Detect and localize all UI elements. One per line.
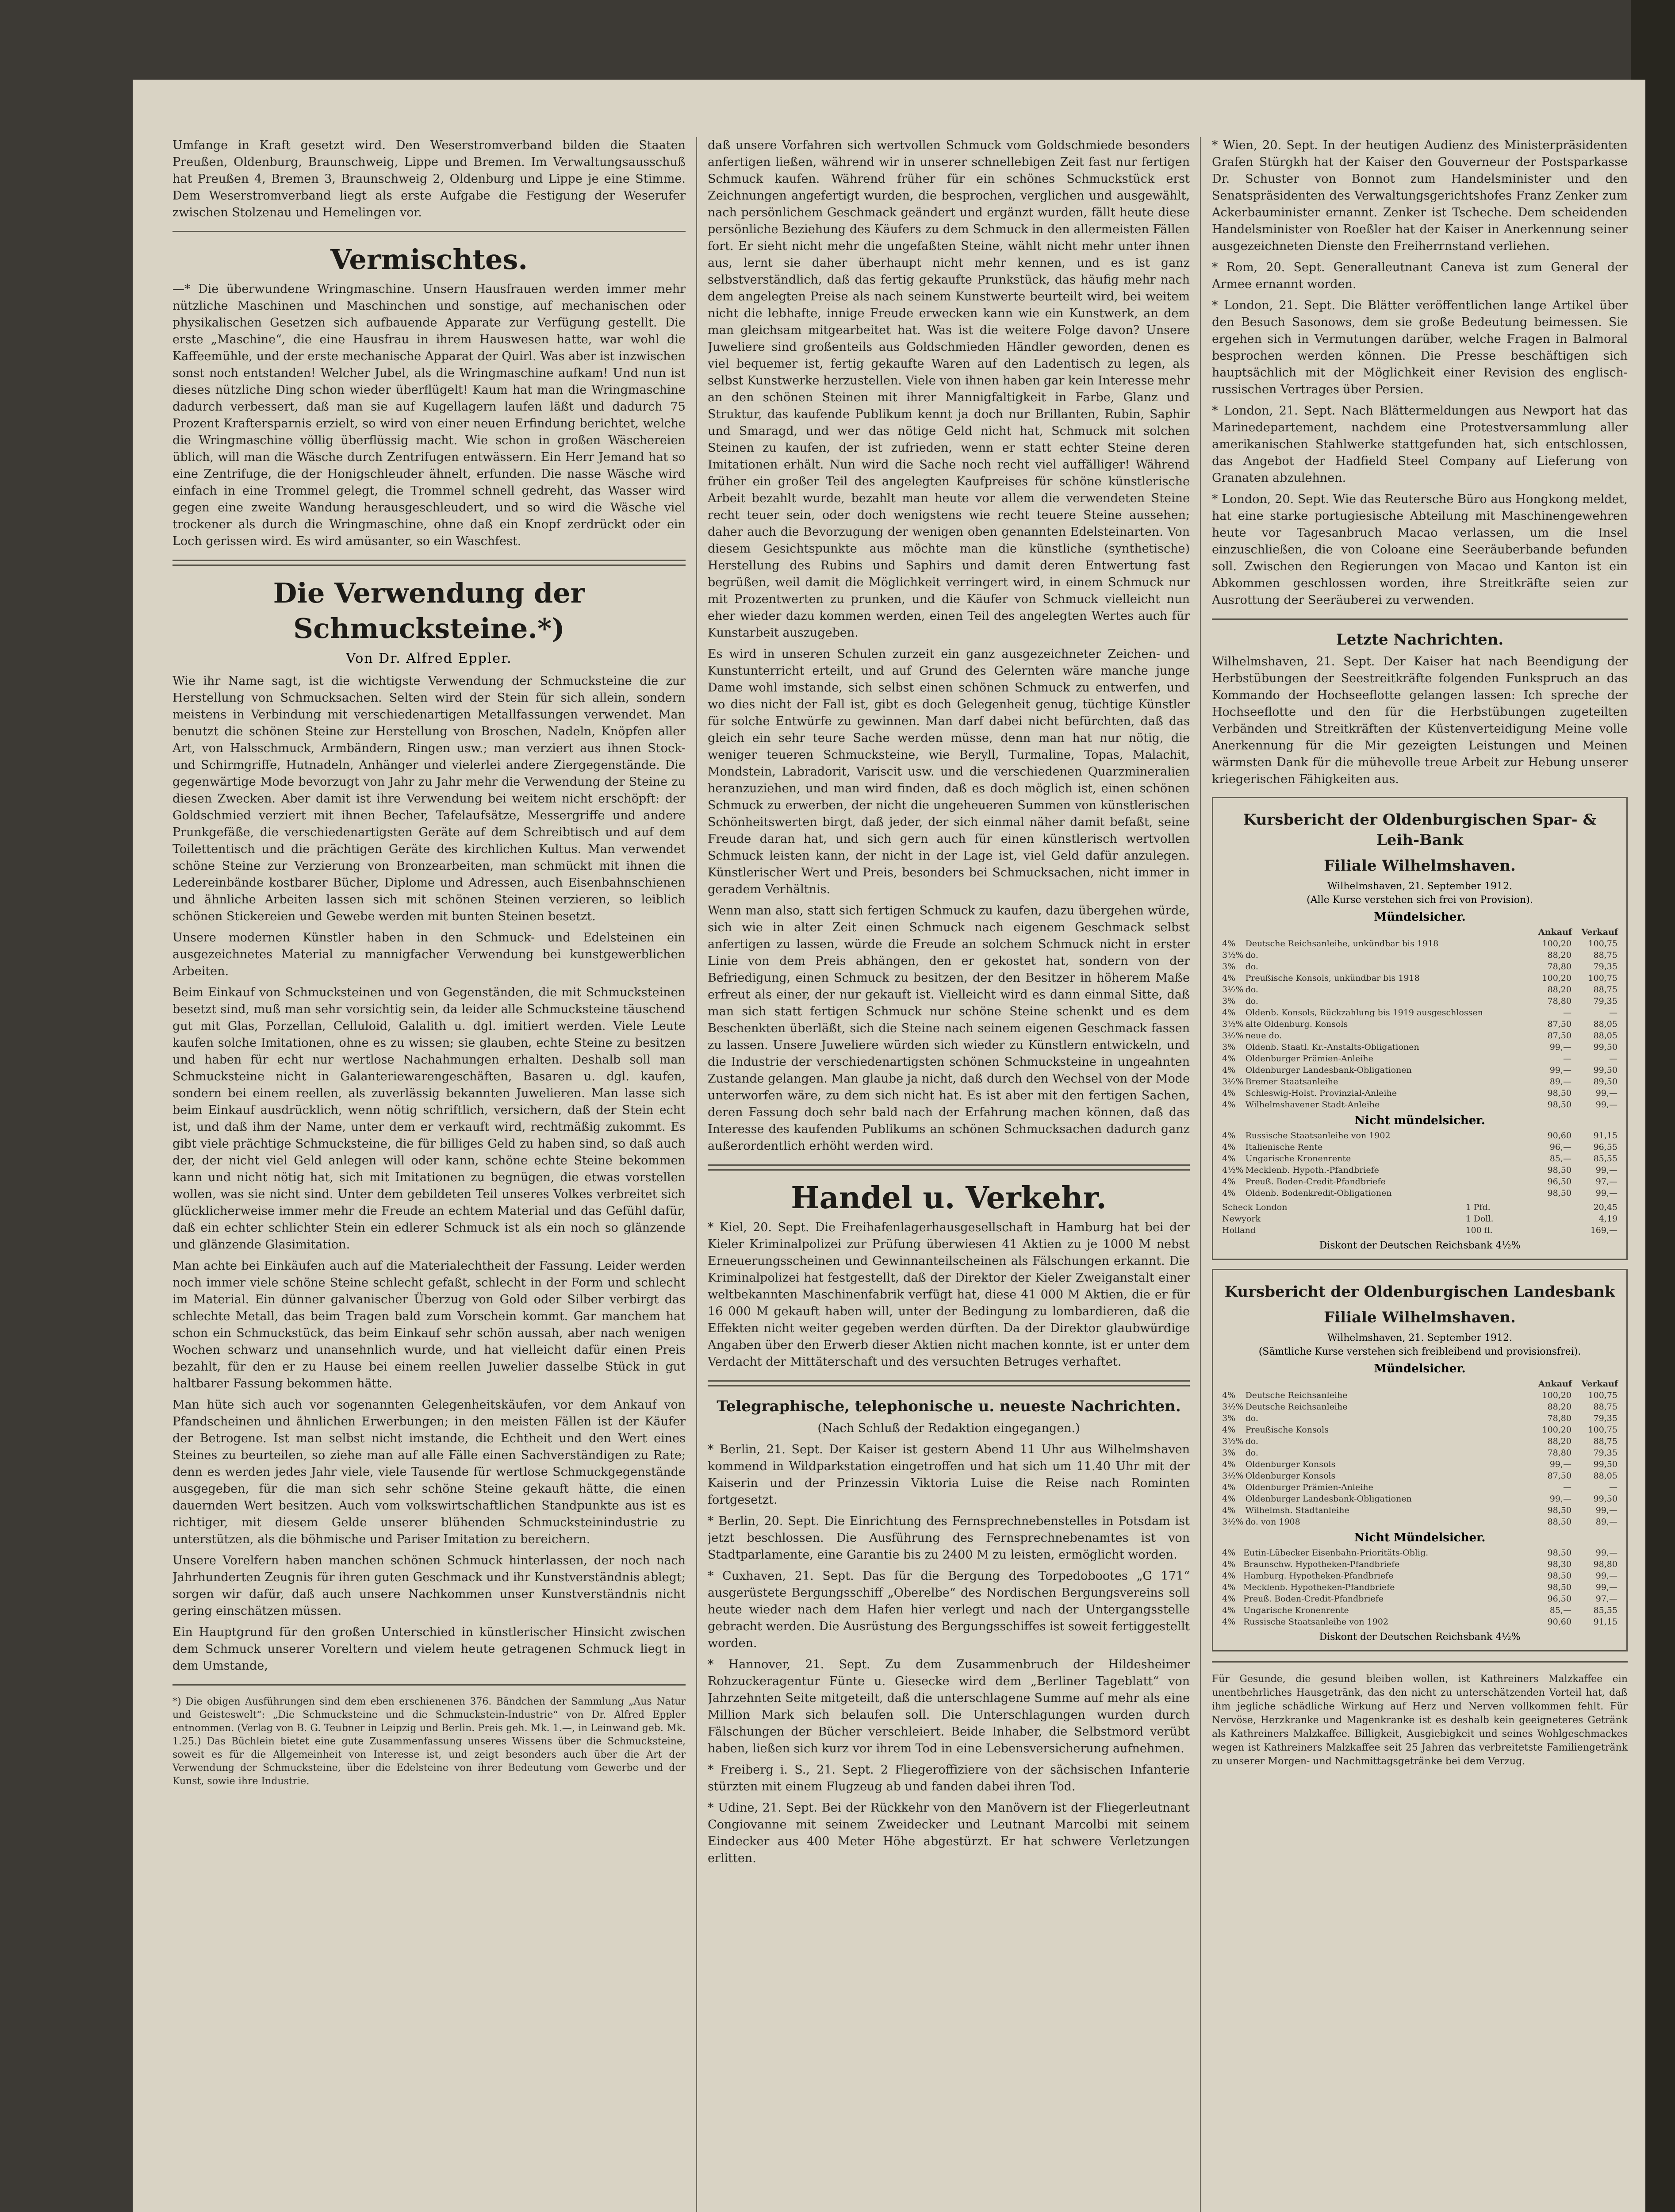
section-divider <box>172 231 686 232</box>
security-name: Oldenb. Bodenkredit-Obligationen <box>1245 1188 1392 1198</box>
verkauf-value: 79,35 <box>1593 962 1618 972</box>
schmuck-paragraph: Wie ihr Name sagt, ist die wichtigste Verwendung der Schmucksteine die zur Herstellung von Schmucksachen. Selten wird der Stein für sich allein, sondern meistens in Verbindung mit verschiedenartigen Metallfassungen verwendet. Man benutzt die schönen Steine zur Herstellung von Broschen, Nadeln, Knöpfen aller Art, von Halsschmuck, Armbändern, Ringen usw.; man verziert aus ihnen Stock- und Schirmgriffe, Hutnadeln, Anhänger und vielerlei andere Ziergegenstände. Die gegenwärtige Mode bevorzugt von Jahr zu Jahr mehr die Verwendung der Steine zu diesen Zwecken. Aber damit ist ihre Verwendung bei weitem nicht erschöpft: der Goldschmied verziert mit ihnen Becher, Tafelaufsätze, Messergriffe und andere Prunkgefäße, die verschiedenartigsten Geräte auf dem Schreibtisch und auf dem Toilettentisch und die prächtigen Geräte des kirchlichen Kultus. Man verwendet schöne Steine zur Verzierung von Bronzearbeiten, man schmückt mit ihnen die Ledereinbände kostbarer Bücher, Diplome und Adressen, auch Eisenbahnschienen und ähnliche Arbeiten lassen sich mit schönen Steinen verzieren, so leiblich schönen Stickereien und Gewebe werden mit bunten Steinen besetzt. <box>172 674 686 923</box>
rate-row <box>1221 984 1618 995</box>
ankauf-value: 96,50 <box>1547 1594 1572 1604</box>
security-name: Oldenburger Prämien-Anleihe <box>1245 1482 1373 1492</box>
rate-row <box>1221 1436 1618 1447</box>
news-item: * Wien, 20. Sept. In der heutigen Audienz des Ministerpräsidenten Grafen Stürgkh hat der Kaiser den Gouverneur der Postsparkasse Dr. Schuster von Bonnot zum Handelsminister und den Senatspräsidenten des Verwaltungsgerichtshofes Franz Zenker zum Ackerbauminister ernannt. Zenker ist Tscheche. Dem scheidenden Handelsminister von Roeßler hat der Kaiser in Anerkennung seiner ausgezeichneten Dienste den Freiherrnstand verliehen. <box>1212 138 1628 253</box>
rate-row <box>1221 1516 1618 1528</box>
security-name: Wilhelmshavener Stadt-Anleihe <box>1245 1100 1380 1110</box>
verkauf-value: — <box>1609 1482 1618 1492</box>
kurs1-note: (Alle Kurse verstehen sich frei von Provision). <box>1307 895 1533 906</box>
wechsel-value: 20,45 <box>1593 1202 1618 1212</box>
ankauf-value: 100,20 <box>1542 1390 1572 1400</box>
news-item: * London, 20. Sept. Wie das Reutersche Büro aus Hongkong meldet, hat eine starke portugiesische Abteilung mit Maschinengewehren heute vor Tagesanbruch Macao verlassen, um die Insel einzuschließen, die von Coloane eine Seeräuberbande befunden soll. Zwischen den Regierungen von Macao und Kanton ist ein Abkommen geschlossen worden, ihre Streitkräfte seien zur Ausrottung der Seeräuberei zu verwenden. <box>1212 492 1628 607</box>
rate-percent: 3½% <box>1222 950 1244 960</box>
rate-percent: 4% <box>1222 1188 1236 1198</box>
security-name: Eutin-Lübecker Eisenbahn-Prioritäts-Oblig. <box>1243 1548 1429 1558</box>
ankauf-value: 98,50 <box>1547 1582 1572 1592</box>
rate-row <box>1221 1447 1618 1459</box>
rate-row <box>1221 1053 1618 1064</box>
rate-row <box>1221 1164 1618 1176</box>
verkauf-value: 99,— <box>1595 1548 1618 1558</box>
verkauf-value: 99,50 <box>1593 1494 1618 1504</box>
ankauf-value: 98,50 <box>1547 1548 1572 1558</box>
verkauf-value: 88,75 <box>1593 1402 1618 1412</box>
kurs2-subtitle: Filiale Wilhelmshaven. <box>1324 1309 1516 1326</box>
security-name: Ungarische Kronenrente <box>1243 1605 1349 1615</box>
rate-percent: 4½% <box>1222 1165 1244 1175</box>
verkauf-value: 99,— <box>1595 1100 1618 1110</box>
security-name: do. <box>1245 985 1258 995</box>
wechsel-value: 4,19 <box>1598 1214 1618 1224</box>
ankauf-value: 96,— <box>1549 1142 1572 1152</box>
security-name: Oldenburger Prämien-Anleihe <box>1245 1054 1373 1064</box>
security-name: Ungarische Kronenrente <box>1245 1154 1351 1164</box>
kurs2-table <box>1221 1378 1618 1528</box>
col-verkauf: Verkauf <box>1581 1379 1618 1389</box>
ankauf-value: 78,80 <box>1547 962 1572 972</box>
letzte-article: Wilhelmshaven, 21. Sept. Der Kaiser hat nach Beendigung der Herbstübungen der Seestreitkräfte folgenden Funkspruch an das Kommando der Hochseeflotte gelangen lassen: Ich spreche der Hochseeflotte und den für die Herbstübungen zugeteilten Verbänden und Streitkräften der Küstenverteidigung Meine volle Anerkennung für die Mir gezeigten Leistungen und Meinen wärmsten Dank für die mühevolle treue Arbeit zur Hebung unserer kriegerischen Fähigkeiten aus. <box>1212 655 1628 786</box>
rate-percent: 4% <box>1222 1548 1236 1558</box>
security-name: do. <box>1245 962 1258 972</box>
kurs1-table-2 <box>1221 1130 1618 1199</box>
rate-row <box>1221 972 1618 984</box>
kursbericht-landesbank <box>1212 1269 1628 1651</box>
verkauf-value: 79,35 <box>1593 1413 1618 1423</box>
verkauf-value: 99,— <box>1595 1165 1618 1175</box>
rate-percent: 3½% <box>1222 1402 1244 1412</box>
verkauf-value: 100,75 <box>1588 1390 1618 1400</box>
kurs1-date: Wilhelmshaven, 21. September 1912. <box>1327 881 1513 892</box>
ankauf-value: 88,20 <box>1547 1402 1572 1412</box>
verkauf-value: 99,— <box>1595 1088 1618 1098</box>
rate-row <box>1221 1030 1618 1041</box>
security-name: alte Oldenburg. Konsols <box>1245 1019 1348 1029</box>
kurs2-date: Wilhelmshaven, 21. September 1912. <box>1327 1333 1513 1344</box>
rate-percent: 4% <box>1222 1008 1236 1018</box>
wringmaschine-article: —* Die überwundene Wringmaschine. Unsern Hausfrauen werden immer mehr nützliche Maschinen und Maschinchen und sonstige, auf mechanischen oder physikalischen Gesetzen sich aufbauende Apparate zur Verfügung gestellt. Die erste „Maschine“, die eine Hausfrau in ihrem Hauswesen hatte, war wohl die Kaffeemühle, und der erste mechanische Apparat der Quirl. Was aber ist inzwischen sonst noch entstanden! Welcher Jubel, als die Wringmaschine aufkam! Und nun ist dieses nützliche Ding schon wieder überflügelt! Kaum hat man die Wringmaschine dadurch verbessert, daß man sie auf Kugellagern laufen läßt und dadurch 75 Prozent Kraftersparnis erzielt, so wird von einer neuen Erfindung berichtet, welche die Wringmaschine völlig überflüssig macht. Wie schon in großen Wäschereien üblich, will man die Wäsche durch Zentrifugen entwässern. Ein Herr Jemand hat so eine Zentrifuge, die der Honigschleuder ähnelt, erfunden. Die nasse Wäsche wird einfach in eine Trommel gelegt, die Trommel schnell gedreht, das Wasser wird gegen eine zweite Wandung herausgeschleudert, und so wird die Wäsche viel trockener als durch die Wringmaschine, ohne daß ein Knopf zerdrückt oder ein Loch gerissen wird. Es wird amüsanter, so ein Waschfest. <box>172 282 686 548</box>
kurs2-title: Kursbericht der Oldenburgischen Landesbank <box>1224 1283 1615 1301</box>
news-item: * Rom, 20. Sept. Generalleutnant Caneva ist zum General der Armee ernannt worden. <box>1212 261 1628 291</box>
kurs1-subtitle: Filiale Wilhelmshaven. <box>1324 857 1516 875</box>
verkauf-value: 99,— <box>1595 1582 1618 1592</box>
kurs1-diskont: Diskont der Deutschen Reichsbank 4½% <box>1319 1240 1521 1251</box>
security-name: Oldenburger Landesbank-Obligationen <box>1245 1494 1412 1504</box>
rate-percent: 4% <box>1222 1505 1236 1515</box>
ankauf-value: 78,80 <box>1547 1413 1572 1423</box>
handel-article: * Kiel, 20. Sept. Die Freihafenlagerhausgesellschaft in Hamburg hat bei der Kieler Kriminalpolizei zur Prüfung überwiesen 41 Aktien zu je 1000 M nebst Erneuerungsscheinen und Gewinnanteilscheinen als Fälschungen erkannt. Die Kriminalpolizei hat festgestellt, daß der Direktor der Kieler Zweiganstalt einer weltbekannten Maschinenfabrik verfügt hat, diese 41 000 M Aktien, die er für 16 000 M gekauft haben will, unter der Bedingung zu lombardieren, daß die Effekten nicht weiter gegeben werden dürften. Da der Direktor glaubwürdige Angaben über den Erwerb dieser Aktien nicht machen konnte, ist er unter dem Verdacht der Mittäterschaft und des versuchten Betruges verhaftet. <box>708 1221 1190 1369</box>
wechsel-unit: 100 fl. <box>1465 1225 1493 1235</box>
ankauf-value: 96,50 <box>1547 1177 1572 1187</box>
verkauf-value: 91,15 <box>1593 1131 1618 1141</box>
ankauf-value: 85,— <box>1549 1605 1572 1615</box>
verkauf-value: 99,— <box>1595 1571 1618 1581</box>
security-name: Oldenburger Landesbank-Obligationen <box>1245 1065 1412 1075</box>
rate-row <box>1221 1099 1618 1110</box>
verkauf-value: 79,35 <box>1593 996 1618 1006</box>
rate-row <box>1221 1547 1618 1559</box>
wechsel-row <box>1221 1202 1618 1213</box>
rate-row <box>1221 1076 1618 1087</box>
section-divider <box>1212 1661 1628 1663</box>
rate-percent: 4% <box>1222 1131 1236 1141</box>
rate-percent: 3% <box>1222 1448 1236 1458</box>
ankauf-value: 100,20 <box>1542 1425 1572 1435</box>
security-name: Preuß. Boden-Credit-Pfandbriefe <box>1243 1594 1384 1604</box>
telegraph-heading: Telegraphische, telephonische u. neueste Nachrichten. <box>717 1398 1181 1415</box>
ankauf-value: 78,80 <box>1547 1448 1572 1458</box>
verkauf-value: 97,— <box>1595 1177 1618 1187</box>
section-divider <box>708 1164 1190 1171</box>
rate-percent: 4% <box>1222 1605 1236 1615</box>
rate-percent: 4% <box>1222 1459 1236 1469</box>
ankauf-value: 98,50 <box>1547 1165 1572 1175</box>
verkauf-value: 91,15 <box>1593 1617 1618 1627</box>
security-name: do. <box>1245 1448 1258 1458</box>
rate-row <box>1221 1593 1618 1605</box>
wechsel-unit: 1 Pfd. <box>1465 1202 1491 1212</box>
security-name: Wilhelmsh. Stadtanleihe <box>1245 1505 1349 1515</box>
rate-row <box>1221 1401 1618 1413</box>
verkauf-value: 89,— <box>1595 1517 1618 1527</box>
rate-row <box>1221 1605 1618 1616</box>
ankauf-value: 78,80 <box>1547 996 1572 1006</box>
ankauf-value: 98,50 <box>1547 1505 1572 1515</box>
ankauf-value: 90,60 <box>1547 1131 1572 1141</box>
kurs2-note: (Sämtliche Kurse verstehen sich freibleibend und provisionsfrei). <box>1258 1346 1581 1357</box>
rate-percent: 4% <box>1222 1088 1236 1098</box>
col-ankauf: Ankauf <box>1538 927 1572 937</box>
wechsel-unit: 1 Doll. <box>1465 1214 1494 1224</box>
rate-percent: 4% <box>1222 1571 1236 1581</box>
rate-percent: 4% <box>1222 1100 1236 1110</box>
rate-percent: 4% <box>1222 1425 1236 1435</box>
security-name: do. <box>1245 1436 1258 1446</box>
ankauf-value: 100,20 <box>1542 973 1572 983</box>
rate-row <box>1221 1187 1618 1199</box>
security-name: Italienische Rente <box>1245 1142 1323 1152</box>
rate-row <box>1221 1482 1618 1493</box>
security-name: do. <box>1245 950 1258 960</box>
wechsel-value: 169,— <box>1590 1225 1618 1235</box>
ankauf-value: 98,50 <box>1547 1188 1572 1198</box>
kurs2-diskont: Diskont der Deutschen Reichsbank 4½% <box>1319 1632 1521 1643</box>
ankauf-value: 85,— <box>1549 1154 1572 1164</box>
rate-row <box>1221 1582 1618 1593</box>
verkauf-value: 88,75 <box>1593 985 1618 995</box>
rate-row <box>1221 1505 1618 1516</box>
wechsel-row <box>1221 1213 1618 1225</box>
telegraph-item: * Berlin, 21. Sept. Der Kaiser ist gestern Abend 11 Uhr aus Wilhelmshaven kommend in Wildparkstation eingetroffen und hat sich um 11.40 Uhr mit der Kaiserin und der Prinzessin Viktoria Luise die Reise nach Rominten fortgesetzt. <box>708 1443 1190 1507</box>
rate-percent: 3½% <box>1222 1077 1244 1087</box>
schmuck-continuation: Es wird in unseren Schulen zurzeit ein ganz ausgezeichneter Zeichen- und Kunstunterricht erteilt, und auf Grund des Gelernten wäre manche junge Dame wohl imstande, sich selbst einen schönen Schmuck zu entwerfen, und wo dies nicht der Fall ist, gibt es doch Gelegenheit genug, tüchtige Künstler für solche Entwürfe zu gewinnen. Man darf dabei nicht befürchten, daß das gleich ein sehr teure Sache werden müsse, denn man hat nur nötig, die weniger teueren Schmucksteine, wie Beryll, Turmaline, Topas, Malachit, Mondstein, Labradorit, Variscit usw. und die verschiedenen Quarzmineralien heranzuziehen, und man wird finden, daß es doch möglich ist, einen schönen Schmuck zu erwerben, der nicht die ungeheueren Summen von künstlerischen Schönheitswerten birgt, daß jeder, der sich einmal näher damit befaßt, seine Freude daran hat, und sich gern auch für einen künstlerisch wertvollen Schmuck leisten kann, der nicht in der Lage ist, viel Geld dafür anzulegen. Künstlerischer Wert und Preis, besonders bei Schmucksachen, nicht immer in geradem Verhältnis. <box>708 647 1190 896</box>
security-name: Oldenb. Konsols, Rückzahlung bis 1919 ausgeschlossen <box>1245 1008 1483 1018</box>
security-name: Schleswig-Holst. Provinzial-Anleihe <box>1245 1088 1397 1098</box>
ankauf-value: 87,50 <box>1547 1471 1572 1481</box>
rate-row <box>1221 995 1618 1007</box>
rate-row <box>1221 1130 1618 1141</box>
wechsel-place: Newyork <box>1222 1214 1261 1224</box>
rate-percent: 4% <box>1222 1154 1236 1164</box>
ankauf-value: 88,20 <box>1547 985 1572 995</box>
ankauf-value: 99,— <box>1549 1459 1572 1469</box>
rate-percent: 3½% <box>1222 1436 1244 1446</box>
security-name: do. <box>1245 1413 1258 1423</box>
rate-row <box>1221 1018 1618 1030</box>
security-name: Deutsche Reichsanleihe <box>1245 1402 1348 1412</box>
schmuck-paragraph: Man achte bei Einkäufen auch auf die Materialechtheit der Fassung. Leider werden noch immer viele schöne Steine schlecht gefaßt, schlecht in der Form und schlecht im Material. Ein dünner galvanischer Überzug von Gold oder Silber verbirgt das schlechte Metall, das beim Tragen bald zum Vorschein kommt. Gar manchem hat schon ein Schmuckstück, das beim Einkauf sehr schön aussah, aber nach wenigen Wochen schwarz und unansehnlich wurde, und hat vielleicht dafür einen Preis bezahlt, für den er zu Hause bei einem reellen Juwelier dasselbe Stück in gut haltbarer Fassung bekommen hätte. <box>172 1259 686 1390</box>
security-name: do. von 1908 <box>1245 1517 1300 1527</box>
verkauf-value: 88,75 <box>1593 950 1618 960</box>
rate-percent: 4% <box>1222 973 1236 983</box>
ankauf-value: 87,50 <box>1547 1031 1572 1041</box>
schmuck-paragraph: Beim Einkauf von Schmucksteinen und von Gegenständen, die mit Schmucksteinen besetzt sind, muß man sehr vorsichtig sein, da leider alle Schmucksteine täuschend gut mit Glas, Porzellan, Celluloid, Galalith u. dgl. imitiert werden. Viele Leute kaufen solche Imitationen, ohne es zu wissen; sie glauben, echte Steine zu besitzen und haben für echt nur wertlose Nachahmungen erhalten. Deshalb soll man Schmucksteine nicht in Galanteriewarengeschäften, Basaren u. dgl. kaufen, sondern bei einem reellen, als zuverlässig bekannten Juwelieren. Man lasse sich beim Einkauf ausdrücklich, wenn nötig schriftlich, versichern, daß der Stein echt ist, und daß ihm der Name, unter dem er verkauft wird, rechtmäßig zukommt. Es gibt viele prächtige Schmucksteine, die für billiges Geld zu haben sind, so daß auch der, der nicht viel Geld anlegen will oder kann, schöne echte Steine bekommen kann und nicht nötig hat, sich mit Imitationen zu begnügen, die etwas vorstellen wollen, was sie nicht sind. Unter dem gebildeten Teil unseres Volkes verbreitet sich glücklicherweise immer mehr die Freude an echtem Material und das Gefühl dafür, daß ein echter schlichter Stein ein edlerer Schmuck ist als ein noch so glänzende und glänzende Glasimitation. <box>172 986 686 1252</box>
wechsel-place: Holland <box>1222 1225 1256 1235</box>
kathreiner-ad: Für Gesunde, die gesund bleiben wollen, ist Kathreiners Malzkaffee ein unentbehrliches Hausgetränk, das den nicht zu unterschätzenden Vorteil hat, daß ihm jegliche schädliche Wirkung auf Herz und Nerven vollkommen fehlt. Für Nervöse, Herzkranke und Magenkranke ist es deshalb kein geeigneteres Getränk als Kathreiners Malzkaffee. Billigkeit, Ausgiebigkeit und seines Wohlgeschmackes wegen ist Kathreiners Malzkaffee seit 25 Jahren das verbreitetste Familiengetränk zu unserer Morgen- und Nachmittagsgetränke bei dem Verzug. <box>1212 1674 1628 1767</box>
rate-percent: 3% <box>1222 1042 1236 1052</box>
telegraph-item: * Udine, 21. Sept. Bei der Rückkehr von den Manövern ist der Fliegerleutnant Congiovanne mit seinem Zweidecker und Leutnant Marcolbi mit seinem Eindecker aus 400 Meter Höhe abgestürzt. Er hat schwere Verletzungen erlitten. <box>708 1801 1190 1865</box>
verkauf-value: 88,05 <box>1593 1019 1618 1029</box>
rate-percent: 3% <box>1222 1413 1236 1423</box>
security-name: Mecklenb. Hypoth.-Pfandbriefe <box>1245 1165 1379 1175</box>
ankauf-value: 88,50 <box>1547 1517 1572 1527</box>
verkauf-value: 97,— <box>1595 1594 1618 1604</box>
verkauf-value: 100,75 <box>1588 973 1618 983</box>
schmuck-paragraph: Unsere modernen Künstler haben in den Schmuck- und Edelsteinen ein ausgezeichnetes Material zu mannigfacher Verwendung bei kunstgewerblichen Arbeiten. <box>172 931 686 978</box>
schmuck-byline: Von Dr. Alfred Eppler. <box>346 651 512 666</box>
rate-row <box>1221 1087 1618 1099</box>
kurs1-title: Kursbericht der Oldenburgischen Spar- & Leih-Bank <box>1243 811 1597 849</box>
verkauf-value: 89,50 <box>1593 1077 1618 1087</box>
rate-row <box>1221 1616 1618 1628</box>
col-ankauf: Ankauf <box>1538 1379 1572 1389</box>
verkauf-value: — <box>1609 1054 1618 1064</box>
rate-percent: 4% <box>1222 1582 1236 1592</box>
rate-row <box>1221 949 1618 961</box>
security-name: Braunschw. Hypotheken-Pfandbriefe <box>1243 1559 1400 1569</box>
rate-percent: 4% <box>1222 1482 1236 1492</box>
ankauf-value: 98,30 <box>1547 1559 1572 1569</box>
rate-percent: 4% <box>1222 1559 1236 1569</box>
rate-row <box>1221 1559 1618 1570</box>
kurs2-head-muendelsicher: Mündelsicher. <box>1374 1362 1466 1375</box>
column-3 <box>1212 137 1628 1773</box>
footnote-divider <box>172 1684 686 1686</box>
weser-text: Umfange in Kraft gesetzt wird. Den Weserstromverband bilden die Staaten Preußen, Oldenburg, Braunschweig, Lippe und Bremen. Im Verwaltungsausschuß hat Preußen 4, Bremen 3, Braunschweig 2, Oldenburg und Lippe je eine Stimme. Dem Weserstromverband liegt als erste Aufgabe die Festigung der Weserufer zwischen Stolzenau und Hemelingen vor. <box>172 138 686 219</box>
ankauf-value: 98,50 <box>1547 1571 1572 1581</box>
section-divider <box>1212 618 1628 620</box>
rate-row <box>1221 1141 1618 1153</box>
rate-row <box>1221 1007 1618 1018</box>
security-name: Russische Staatsanleihe von 1902 <box>1245 1131 1391 1141</box>
ankauf-value: 88,20 <box>1547 1436 1572 1446</box>
rate-percent: 4% <box>1222 1390 1236 1400</box>
rate-percent: 3% <box>1222 962 1236 972</box>
rate-percent: 4% <box>1222 1065 1236 1075</box>
column-2 <box>708 137 1190 1871</box>
rate-percent: 3½% <box>1222 1031 1244 1041</box>
schmuck-footnote: *) Die obigen Ausführungen sind dem eben erschienenen 376. Bändchen der Sammlung „Aus Natur und Geisteswelt“: „Die Schmucksteine und die Schmuckstein-Industrie“ von Dr. Alfred Eppler entnommen. (Verlag von B. G. Teubner in Leipzig und Berlin. Preis geh. Mk. 1.—, in Leinwand geb. Mk. 1.25.) Das Büchlein bietet eine gute Zusammenfassung unseres Wissens über die Schmucksteine, soweit es für die Allgemeinheit von Interesse ist, und zeigt besonders auch über die Art der Verwendung der Schmucksteine, über die Edelsteine von ihrer Bedeutung vom Gewerbe und der Kunst, sowie ihre Industrie. <box>172 1696 686 1787</box>
rate-percent: 4% <box>1222 1177 1236 1187</box>
rate-row <box>1221 1413 1618 1424</box>
news-item: * London, 21. Sept. Nach Blättermeldungen aus Newport hat das Marinedepartement, nachdem eine Protestversammlung aller amerikanischen Stahlwerke stattgefunden hat, sich entschlossen, das Angebot der Hadfield Steel Company auf Lieferung von Granaten abzulehnen. <box>1212 404 1628 485</box>
vermischtes-heading: Vermischtes. <box>330 243 528 276</box>
rate-row <box>1221 1390 1618 1401</box>
verkauf-value: 96,55 <box>1593 1142 1618 1152</box>
schmuck-continuation: daß unsere Vorfahren sich wertvollen Schmuck vom Goldschmiede besonders anfertigen ließen, während wir in unserer schnellebigen Zeit fast nur fertigen Schmuck kaufen. Während früher für ein schönes Schmuckstück erst Zeichnungen angefertigt wurden, die besprochen, verglichen und ausgewählt, nach persönlichem Geschmack geändert und ergänzt wurden, fällt heute diese persönliche Beziehung des Käufers zu dem Schmuck in den allermeisten Fällen fort. Er sieht nicht mehr die ungefaßten Steine, wählt nicht mehr unter ihnen aus, lernt sie daher überhaupt nicht mehr kennen, und es ist ganz selbstverständlich, daß das fertig gekaufte Prunkstück, das häufig mehr nach dem angelegten Preise als nach seinem Kunstwerte beurteilt wird, bei weitem nicht die lebhafte, innige Freude erwecken kann wie ein Kunstwerk, an dem man gleichsam mitgearbeitet hat. Was ist die weitere Folge davon? Unsere Juweliere sind großenteils aus Goldschmieden Händler geworden, denen es viel bequemer ist, fertig gekaufte Waren auf den Ladentisch zu legen, als selbst Kunstwerke herzustellen. Viele von ihnen haben gar kein Interesse mehr an den schönen Steinen mit ihrer Mannigfaltigkeit in Farbe, Glanz und Struktur, das kaufende Publikum kennt ja doch nur Brillanten, Rubin, Saphir und Smaragd, und wer das nötige Geld nicht hat, Schmuck mit solchen Steinen zu kaufen, der ist zufrieden, wenn er statt echter Steine deren Imitationen erhält. Nun wird die Sache noch recht viel auffälliger! Während früher ein großer Teil des angelegten Kaufpreises für schöne künstlerische Arbeit bezahlt wurde, bezahlt man heute vor allem die verwendeten Steine recht teuer sein, oder doch wenigstens wie recht teuere Steine aussehen; daher auch die Bevorzugung der wenigen oben genannten Edelsteinarten. Von diesem Gesichtspunkte aus möchte man die künstliche (synthetische) Herstellung des Rubins und Saphirs und damit deren Entwertung fast begrüßen, weil damit die Möglichkeit verringert wird, in einem Schmuck nur mit Prozentwerten zu prunken, und die Käufer von Schmuck vielleicht nun eher wieder dazu kommen werden, einen Teil des angelegten Wertes auch für Kunstarbeit auszugeben. <box>708 138 1190 640</box>
ankauf-value: — <box>1563 1054 1572 1064</box>
kurs1-table <box>1221 926 1618 1110</box>
security-name: do. <box>1245 996 1258 1006</box>
rate-percent: 4% <box>1222 1594 1236 1604</box>
rate-row <box>1221 1041 1618 1053</box>
verkauf-value: 85,55 <box>1593 1605 1618 1615</box>
verkauf-value: 100,75 <box>1588 1425 1618 1435</box>
verkauf-value: 99,50 <box>1593 1459 1618 1469</box>
col-verkauf: Verkauf <box>1581 927 1618 937</box>
wechsel-place: Scheck London <box>1222 1202 1288 1212</box>
verkauf-value: 88,05 <box>1593 1031 1618 1041</box>
schmuck-paragraph: Ein Hauptgrund für den großen Unterschied in künstlerischer Hinsicht zwischen dem Schmuck unserer Voreltern und vielem heute getragenen Schmuck liegt in dem Umstande, <box>172 1625 686 1673</box>
rate-percent: 3% <box>1222 996 1236 1006</box>
rate-percent: 3½% <box>1222 1019 1244 1029</box>
security-name: Deutsche Reichsanleihe, unkündbar bis 1918 <box>1245 939 1439 949</box>
column-1 <box>172 137 686 1798</box>
ankauf-value: 99,— <box>1549 1065 1572 1075</box>
kurs2-head-nicht: Nicht Mündelsicher. <box>1354 1531 1486 1544</box>
ankauf-value: — <box>1563 1482 1572 1492</box>
ankauf-value: 90,60 <box>1547 1617 1572 1627</box>
column-rule <box>1200 137 1201 2212</box>
verkauf-value: 100,75 <box>1588 939 1618 949</box>
ankauf-value: 88,20 <box>1547 950 1572 960</box>
security-name: Deutsche Reichsanleihe <box>1245 1390 1348 1400</box>
kursbericht-spar-leih-bank <box>1212 797 1628 1260</box>
security-name: Mecklenb. Hypotheken-Pfandbriefe <box>1243 1582 1395 1592</box>
security-name: Preuß. Boden-Credit-Pfandbriefe <box>1245 1177 1386 1187</box>
letzte-heading: Letzte Nachrichten. <box>1336 631 1504 649</box>
rate-percent: 4% <box>1222 1054 1236 1064</box>
verkauf-value: 99,50 <box>1593 1042 1618 1052</box>
verkauf-value: 98,80 <box>1593 1559 1618 1569</box>
kurs2-table-2 <box>1221 1547 1618 1628</box>
rate-row <box>1221 1570 1618 1582</box>
schmuck-paragraph: Man hüte sich auch vor sogenannten Gelegenheitskäufen, vor dem Ankauf von Pfandscheinen und ähnlichen Erwerbungen; in den meisten Fällen ist der Käufer der Betrogene. Ist man selbst nicht imstande, die Echtheit und den Wert eines Steines zu beurteilen, so ziehe man auf alle Fälle einen Sachverständigen zu Rate; denn es werden jedes Jahr viele, viele Tausende für wertlose Schmuckgegenstände ausgegeben, für die man sich sehr schöne Steine gekauft hätte, die einen dauernden Wert besitzen. Auch vom volkswirtschaftlichen Standpunkte aus ist es richtiger, mit diesem Gelde unserer blühenden Schmucksteinindustrie zu unterstützen, als die böhmische und Pariser Imitation zu bereichern. <box>172 1398 686 1546</box>
rate-row <box>1221 1064 1618 1076</box>
rate-row <box>1221 1493 1618 1505</box>
handel-heading: Handel u. Verkehr. <box>791 1180 1107 1216</box>
telegraph-item: * Hannover, 21. Sept. Zu dem Zusammenbruch der Hildesheimer Rohzuckeragentur Fünte u. Giesecke wird dem „Berliner Tageblatt“ von Jahrzehnten Seite mitgeteilt, daß die unterschlagene Summe auf mehr als eine Million Mark sich belaufen soll. Die Unterschlagungen wurden durch Fälschungen der Bücher verschleiert. Beide Inhaber, die Selbstmord verübt haben, ließen sich kurz vor ihrem Tod in eine Lebensversicherung aufnehmen. <box>708 1658 1190 1755</box>
verkauf-value: 99,— <box>1595 1505 1618 1515</box>
rate-row <box>1221 961 1618 972</box>
schmuck-heading: Die Verwendung der Schmucksteine.*) <box>273 577 585 645</box>
verkauf-value: 88,05 <box>1593 1471 1618 1481</box>
schmuck-paragraph: Unsere Vorelfern haben manchen schönen Schmuck hinterlassen, der noch nach Jahrhunderten Zeugnis für ihren guten Geschmack und ihr Kunstverständnis ablegt; sorgen wir dafür, daß auch unsere Nachkommen unser Kunstverständnis nicht gering einschätzen müssen. <box>172 1554 686 1618</box>
ankauf-value: 98,50 <box>1547 1100 1572 1110</box>
security-name: Preußische Konsols <box>1245 1425 1329 1435</box>
rate-percent: 4% <box>1222 1142 1236 1152</box>
verkauf-value: 88,75 <box>1593 1436 1618 1446</box>
ankauf-value: 100,20 <box>1542 939 1572 949</box>
rate-row <box>1221 938 1618 949</box>
rate-percent: 3½% <box>1222 1471 1244 1481</box>
rate-row <box>1221 1176 1618 1187</box>
rate-percent: 4% <box>1222 1494 1236 1504</box>
rate-row <box>1221 1470 1618 1482</box>
verkauf-value: 99,— <box>1595 1188 1618 1198</box>
newspaper-page <box>133 80 1645 2212</box>
telegraph-item: * Berlin, 20. Sept. Die Einrichtung des Fernsprechnebenstelles in Potsdam ist jetzt beschlossen. Die Ausführung des Fernsprechnebenamtes ist von Stadtparlamente, eine Garantie bis zu 2400 M zu leisten, ermöglicht worden. <box>708 1514 1190 1562</box>
security-name: Russische Staatsanleihe von 1902 <box>1243 1617 1389 1627</box>
security-name: neue do. <box>1245 1031 1282 1041</box>
verkauf-value: — <box>1609 1008 1618 1018</box>
rate-row <box>1221 1153 1618 1164</box>
security-name: Bremer Staatsanleihe <box>1245 1077 1338 1087</box>
security-name: Oldenburger Konsols <box>1245 1471 1336 1481</box>
verkauf-value: 79,35 <box>1593 1448 1618 1458</box>
ankauf-value: 99,— <box>1549 1042 1572 1052</box>
ankauf-value: 99,— <box>1549 1494 1572 1504</box>
ankauf-value: — <box>1563 1008 1572 1018</box>
schmuck-continuation: Wenn man also, statt sich fertigen Schmuck zu kaufen, dazu übergehen würde, sich wie in alter Zeit einen Schmuck nach eigenem Geschmack selbst anfertigen zu lassen, würde die Freude an solchem Schmuck nicht in erster Linie von dem Preis abhängen, den er gekostet hat, sondern von der Befriedigung, einen Schmuck zu besitzen, der den Besitzer in höherem Maße erfreut als einer, der nur gekauft ist. Vielleicht wird es dann einmal Sitte, daß man sich statt fertigen Schmuck nur schöne Steine schenkt und es dem Beschenkten überläßt, sich die Steine nach seinem eigenen Geschmack fassen zu lassen. Unsere Juweliere würden sich wieder zu Künstlern entwickeln, und die Industrie der verschiedenartigsten schönen Schmucksteine in ungeahnten Zustande gelangen. Man glaube ja nicht, daß durch den Wechsel von der Mode unterworfen wäre, zu dem sich nicht hat. Es ist aber mit den fertigen Sachen, deren Fassung doch sehr bald nach der Erfahrung machen können, daß das Interesse des kaufenden Publikums an schönen Schmucksachen dadurch ganz außerordentlich erhöht werden wird. <box>708 904 1190 1153</box>
rate-percent: 4% <box>1222 939 1236 949</box>
column-rule <box>696 137 697 2212</box>
ankauf-value: 98,50 <box>1547 1088 1572 1098</box>
ankauf-value: 89,— <box>1549 1077 1572 1087</box>
kurs1-head-muendelsicher: Mündelsicher. <box>1374 910 1466 924</box>
rate-percent: 4% <box>1222 1617 1236 1627</box>
wechsel-row <box>1221 1225 1618 1236</box>
telegraph-item: * Freiberg i. S., 21. Sept. 2 Fliegeroffiziere von der sächsischen Infanterie stürzten mit einem Flugzeug ab und fanden dabei ihren Tod. <box>708 1763 1190 1793</box>
news-item: * London, 21. Sept. Die Blätter veröffentlichen lange Artikel über den Besuch Sasonows, dem sie große Bedeutung beimessen. Sie ergehen sich in Vermutungen darüber, welche Fragen in Balmoral besprochen werden können. Die Presse beschäftigen sich hauptsächlich mit der Möglichkeit einer Revision des englisch-russischen Vertrages über Persien. <box>1212 299 1628 396</box>
section-divider <box>172 560 686 566</box>
security-name: Preußische Konsols, unkündbar bis 1918 <box>1245 973 1420 983</box>
verkauf-value: 85,55 <box>1593 1154 1618 1164</box>
security-name: Oldenb. Staatl. Kr.-Anstalts-Obligationen <box>1245 1042 1419 1052</box>
ankauf-value: 87,50 <box>1547 1019 1572 1029</box>
verkauf-value: 99,50 <box>1593 1065 1618 1075</box>
kurs1-head-nicht: Nicht mündelsicher. <box>1354 1114 1485 1127</box>
wechsel-table <box>1221 1202 1618 1236</box>
telegraph-item: * Cuxhaven, 21. Sept. Das für die Bergung des Torpedobootes „G 171“ ausgerüstete Bergungsschiff „Oberelbe“ des Nordischen Bergungsvereins soll heute wieder nach dem Hafen hier verlegt und nach der Untergangsstelle gebracht werden. Die Ausrüstung des Bergungsschiffes ist soweit fertiggestellt worden. <box>708 1569 1190 1650</box>
rate-row <box>1221 1424 1618 1436</box>
rate-percent: 3½% <box>1222 985 1244 995</box>
security-name: Oldenburger Konsols <box>1245 1459 1336 1469</box>
telegraph-subheading: (Nach Schluß der Redaktion eingegangen.) <box>817 1421 1080 1435</box>
section-divider <box>708 1380 1190 1386</box>
rate-percent: 3½% <box>1222 1517 1244 1527</box>
rate-row <box>1221 1459 1618 1470</box>
security-name: Hamburg. Hypotheken-Pfandbriefe <box>1243 1571 1394 1581</box>
